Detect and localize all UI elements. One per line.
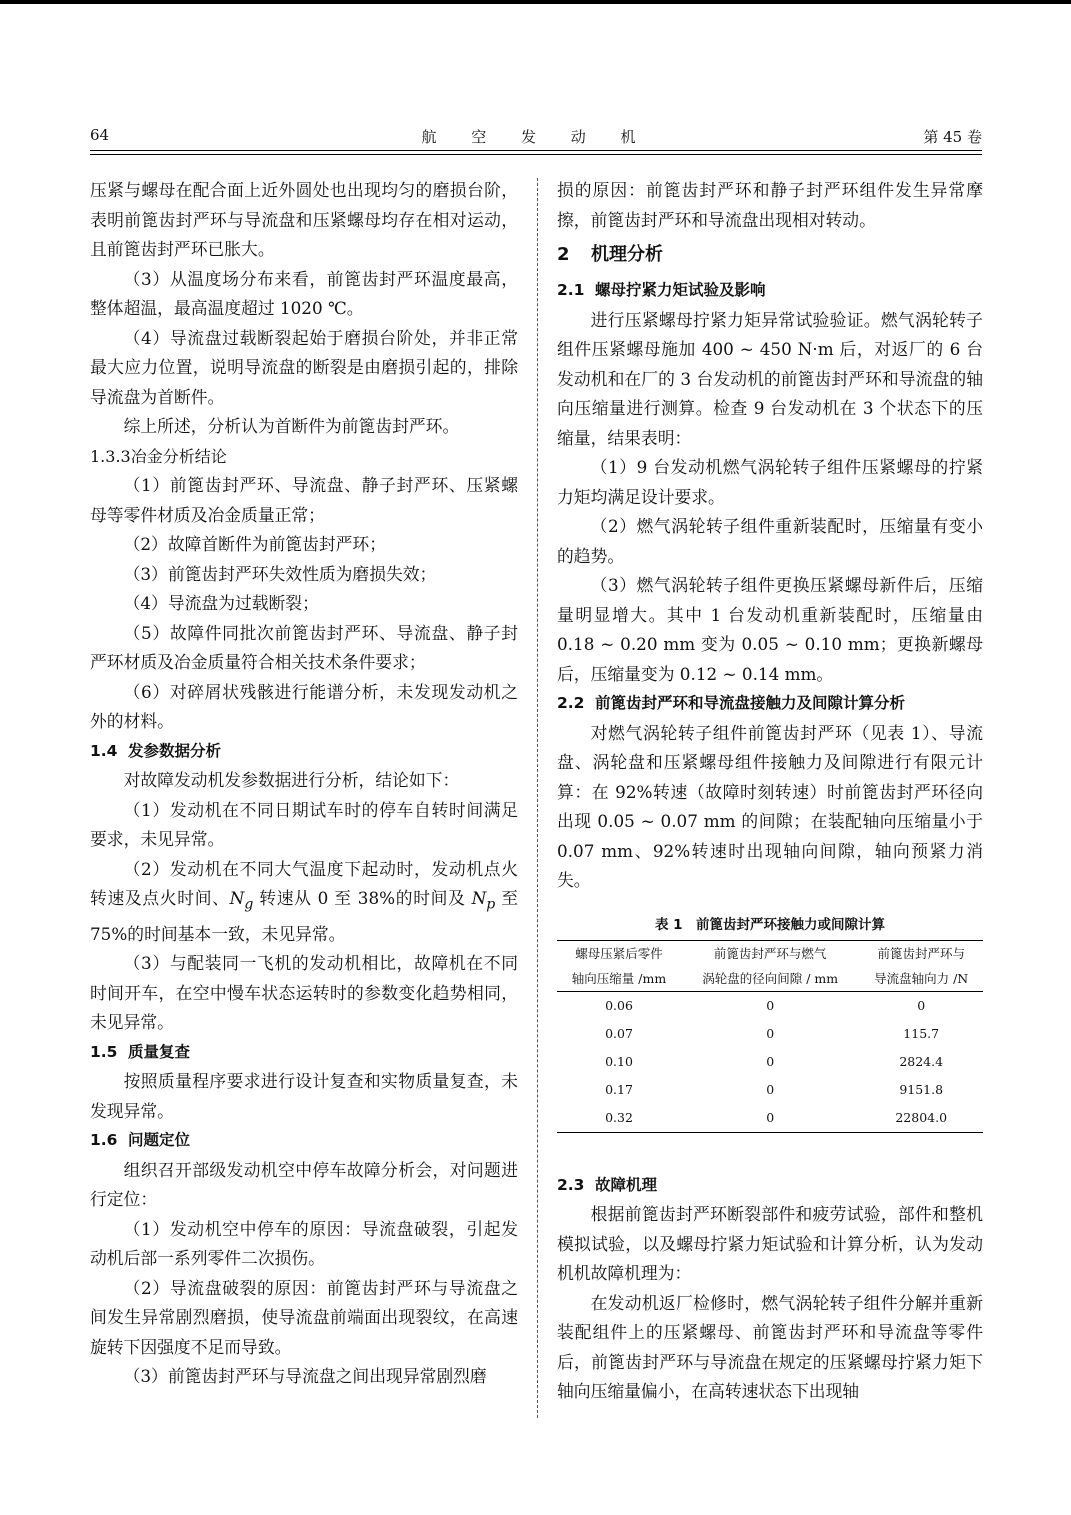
table-cell: 0.06: [605, 997, 633, 1013]
variable-np: [471, 888, 496, 913]
variable-ng: [229, 888, 254, 913]
section-number: 1.4: [90, 741, 118, 760]
table-1: [557, 914, 983, 1133]
table-cell: 115.7: [903, 1025, 940, 1041]
table-cell: 0.32: [557, 1104, 681, 1133]
table-header-row: [557, 940, 983, 966]
section-heading-2: [557, 240, 983, 270]
table-row: [557, 1048, 983, 1076]
table-caption: 表 1 前篦齿封严环接触力或间隙计算: [654, 916, 886, 933]
section-number: 1.6: [90, 1131, 118, 1150]
results-table: [557, 940, 983, 1133]
list-item: （2）燃气涡轮转子组件重新装配时，压缩量有变小的趋势。: [557, 516, 983, 566]
section-title: 质量复查: [128, 1042, 191, 1061]
paragraph: 损的原因：前篦齿封严环和静子封严环组件发生异常摩擦，前篦齿封严环和导流盘出现相对转动。: [557, 180, 983, 230]
paragraph: 压紧与螺母在配合面上近外圆处也出现均匀的磨损台阶，表明前篦齿封严环与导流盘和压紧螺母均存在相对运动，且前篦齿封严环已胀大。: [90, 180, 518, 259]
paragraph: （4）导流盘过载断裂起始于磨损台阶处，并非正常最大应力位置，说明导流盘的断裂是由磨损引起的，排除导流盘为首断件。: [90, 327, 518, 407]
table-cell: 0: [917, 997, 926, 1013]
var-letter: N: [229, 888, 245, 908]
header-rule: [90, 150, 982, 151]
table-cell: 0: [681, 1104, 859, 1133]
paragraph: 在发动机返厂检修时，燃气涡轮转子组件分解并重新装配组件上的压紧螺母、前篦齿封严环和导流盘等零件后，前篦齿封严环与导流盘在规定的压紧螺母拧紧力矩下轴向压缩量偏小，在高转速状态下出现轴: [557, 1292, 983, 1401]
top-border-rule: [0, 0, 1071, 4]
list-item: （3）燃气涡轮转子组件更换压紧螺母新件后，压缩量明显增大。其中 1 台发动机重新装配时，压缩量由 0.18 ~ 0.20 mm 变为 0.05 ~ 0.10 mm；更换新螺母后，压缩量变为 0.12 ~ 0.14 mm。: [557, 575, 983, 684]
var-letter: N: [471, 888, 487, 908]
header-rule-thin: [90, 154, 982, 155]
list-item: （6）对碎屑状残骸进行能谱分析，未发现发动机之外的材料。: [90, 681, 518, 731]
list-item: （1）发动机空中停车的原因：导流盘破裂，引起发动机后部一系列零件二次损伤。: [90, 1218, 518, 1269]
table-header-row: [557, 966, 983, 992]
column-header: 螺母压紧后零件: [557, 940, 681, 966]
list-item: （3）前篦齿封严环与导流盘之间出现异常剧烈磨: [123, 1366, 487, 1387]
var-subscript: g: [244, 896, 254, 913]
paragraph: 根据前篦齿封严环断裂部件和疲劳试验，部件和整机模拟试验，以及螺母拧紧力矩试验和计算分析，认为发动机机故障机理为：: [557, 1204, 983, 1283]
section-number: 1.3.3: [90, 446, 131, 466]
text-run: 转速从 0 至 38%的时间及: [253, 888, 472, 908]
table-cell: 0.17: [605, 1081, 633, 1097]
paragraph: 对燃气涡轮转子组件前篦齿封严环（见表 1）、导流盘、涡轮盘和压紧螺母组件接触力及间隙进行有限元计算：在 92%转速（故障时刻转速）时前篦齿封严环径向出现 0.05 ~ 0.07 mm 的间隙；在装配轴向压缩量小于 0.07 mm、92%转速时出现轴向间隙，轴向预紧力消失。: [557, 722, 983, 890]
paragraph: 按照质量程序要求进行设计复查和实物质量复查，未发现异常。: [90, 1071, 518, 1121]
spacer: [557, 1133, 983, 1171]
section-number: 2.2: [557, 694, 585, 712]
section-heading-1-4: [90, 737, 518, 767]
column-header: 涡轮盘的径向间隙 / mm: [681, 966, 859, 992]
section-heading-1-3-3: [90, 442, 518, 472]
table-row: [557, 1076, 983, 1104]
table-row: [557, 1020, 983, 1048]
section-number: 2.1: [557, 281, 585, 299]
journal-title: 航 空 发 动 机: [421, 128, 651, 146]
section-number: 2.3: [557, 1175, 585, 1194]
table-cell: 0: [766, 1025, 775, 1041]
section-title: 机理分析: [591, 244, 663, 265]
section-title: 冶金分析结论: [130, 446, 227, 466]
var-subscript: p: [486, 896, 496, 913]
section-title: 问题定位: [128, 1131, 191, 1150]
section-heading-2-2: [557, 689, 983, 719]
table-cell: 0: [766, 997, 775, 1013]
text-run: （2）发动机在不同大气温度下起动时，发动机点火转速及点火时间、: [90, 858, 518, 908]
section-title: 故障机理: [595, 1175, 658, 1194]
list-item: （3）与配装同一飞机的发动机相比，故障机在不同时间开车，在空中慢车状态运转时的参数变化趋势相同，未见异常。: [90, 953, 518, 1033]
table-cell: 0: [766, 1081, 775, 1097]
table-cell: 22804.0: [859, 1104, 983, 1133]
section-heading-2-3: [557, 1171, 983, 1201]
text-run: 至 75%的时间基本一致，未见异常。: [90, 888, 518, 944]
list-item: （5）故障件同批次前篦齿封严环、导流盘、静子封严环材质及冶金质量符合相关技术条件要求；: [90, 622, 518, 672]
list-item: （4）导流盘为过载断裂；: [123, 593, 319, 613]
list-item: （2）导流盘破裂的原因：前篦齿封严环与导流盘之间发生异常剧烈磨损，使导流盘前端面出现裂纹，在高速旋转下因强度不足而导致。: [90, 1277, 518, 1357]
section-title: 前篦齿封严环和导流盘接触力及间隙计算分析: [595, 694, 906, 712]
section-heading-2-1: [557, 276, 983, 306]
list-item: （2）故障首断件为前篦齿封严环；: [123, 534, 386, 554]
column-divider: [537, 178, 538, 1418]
column-header: 轴向压缩量 /mm: [557, 966, 681, 992]
section-number: 1.5: [90, 1042, 118, 1061]
list-item: （1）前篦齿封严环、导流盘、静子封严环、压紧螺母等零件材质及冶金质量正常；: [90, 475, 518, 525]
table-row: [557, 1104, 983, 1133]
column-header: 前篦齿封严环与燃气: [681, 940, 859, 966]
right-column: [557, 176, 983, 1407]
table-cell: 9151.8: [899, 1081, 944, 1097]
volume-label: 第 45 卷: [923, 128, 982, 146]
list-item: [90, 855, 518, 950]
list-item: （1）发动机在不同日期试车时的停车自转时间满足要求，未见异常。: [90, 799, 518, 849]
paragraph: （3）从温度场分布来看，前篦齿封严环温度最高，整体超温，最高温度超过 1020 ℃。: [90, 268, 518, 318]
section-heading-1-6: [90, 1126, 518, 1156]
section-title: 发参数据分析: [128, 741, 222, 760]
list-item: （3）前篦齿封严环失效性质为磨损失效；: [123, 563, 437, 584]
paragraph: 综上所述，分析认为首断件为前篦齿封严环。: [123, 416, 460, 436]
running-header: [90, 126, 982, 152]
list-item: （1）9 台发动机燃气涡轮转子组件压紧螺母的拧紧力矩均满足设计要求。: [557, 457, 983, 507]
left-column: [90, 176, 518, 1392]
section-heading-1-5: [90, 1038, 518, 1068]
column-header: 导流盘轴向力 /N: [859, 966, 983, 992]
section-number: 2: [557, 244, 570, 265]
table-cell: 2824.4: [899, 1053, 944, 1069]
table-cell: 0: [766, 1053, 775, 1069]
paragraph: 进行压紧螺母拧紧力矩异常试验验证。燃气涡轮转子组件压紧螺母施加 400 ~ 450 N·m 后，对返厂的 6 台发动机和在厂的 3 台发动机的前篦齿封严环和导流盘的轴向压缩量进行测算。检查 9 台发动机在 3 个状态下的压缩量，结果表明：: [557, 309, 983, 448]
table-row: [557, 991, 983, 1020]
column-header: 前篦齿封严环与: [859, 940, 983, 966]
page-number: 64: [90, 126, 110, 144]
table-cell: 0.07: [605, 1025, 633, 1041]
section-title: 螺母拧紧力矩试验及影响: [595, 281, 766, 299]
table-cell: 0.10: [605, 1053, 633, 1069]
paragraph: 对故障发动机发参数据进行分析，结论如下：: [123, 770, 460, 790]
paragraph: 组织召开部级发动机空中停车故障分析会，对问题进行定位：: [90, 1159, 518, 1210]
